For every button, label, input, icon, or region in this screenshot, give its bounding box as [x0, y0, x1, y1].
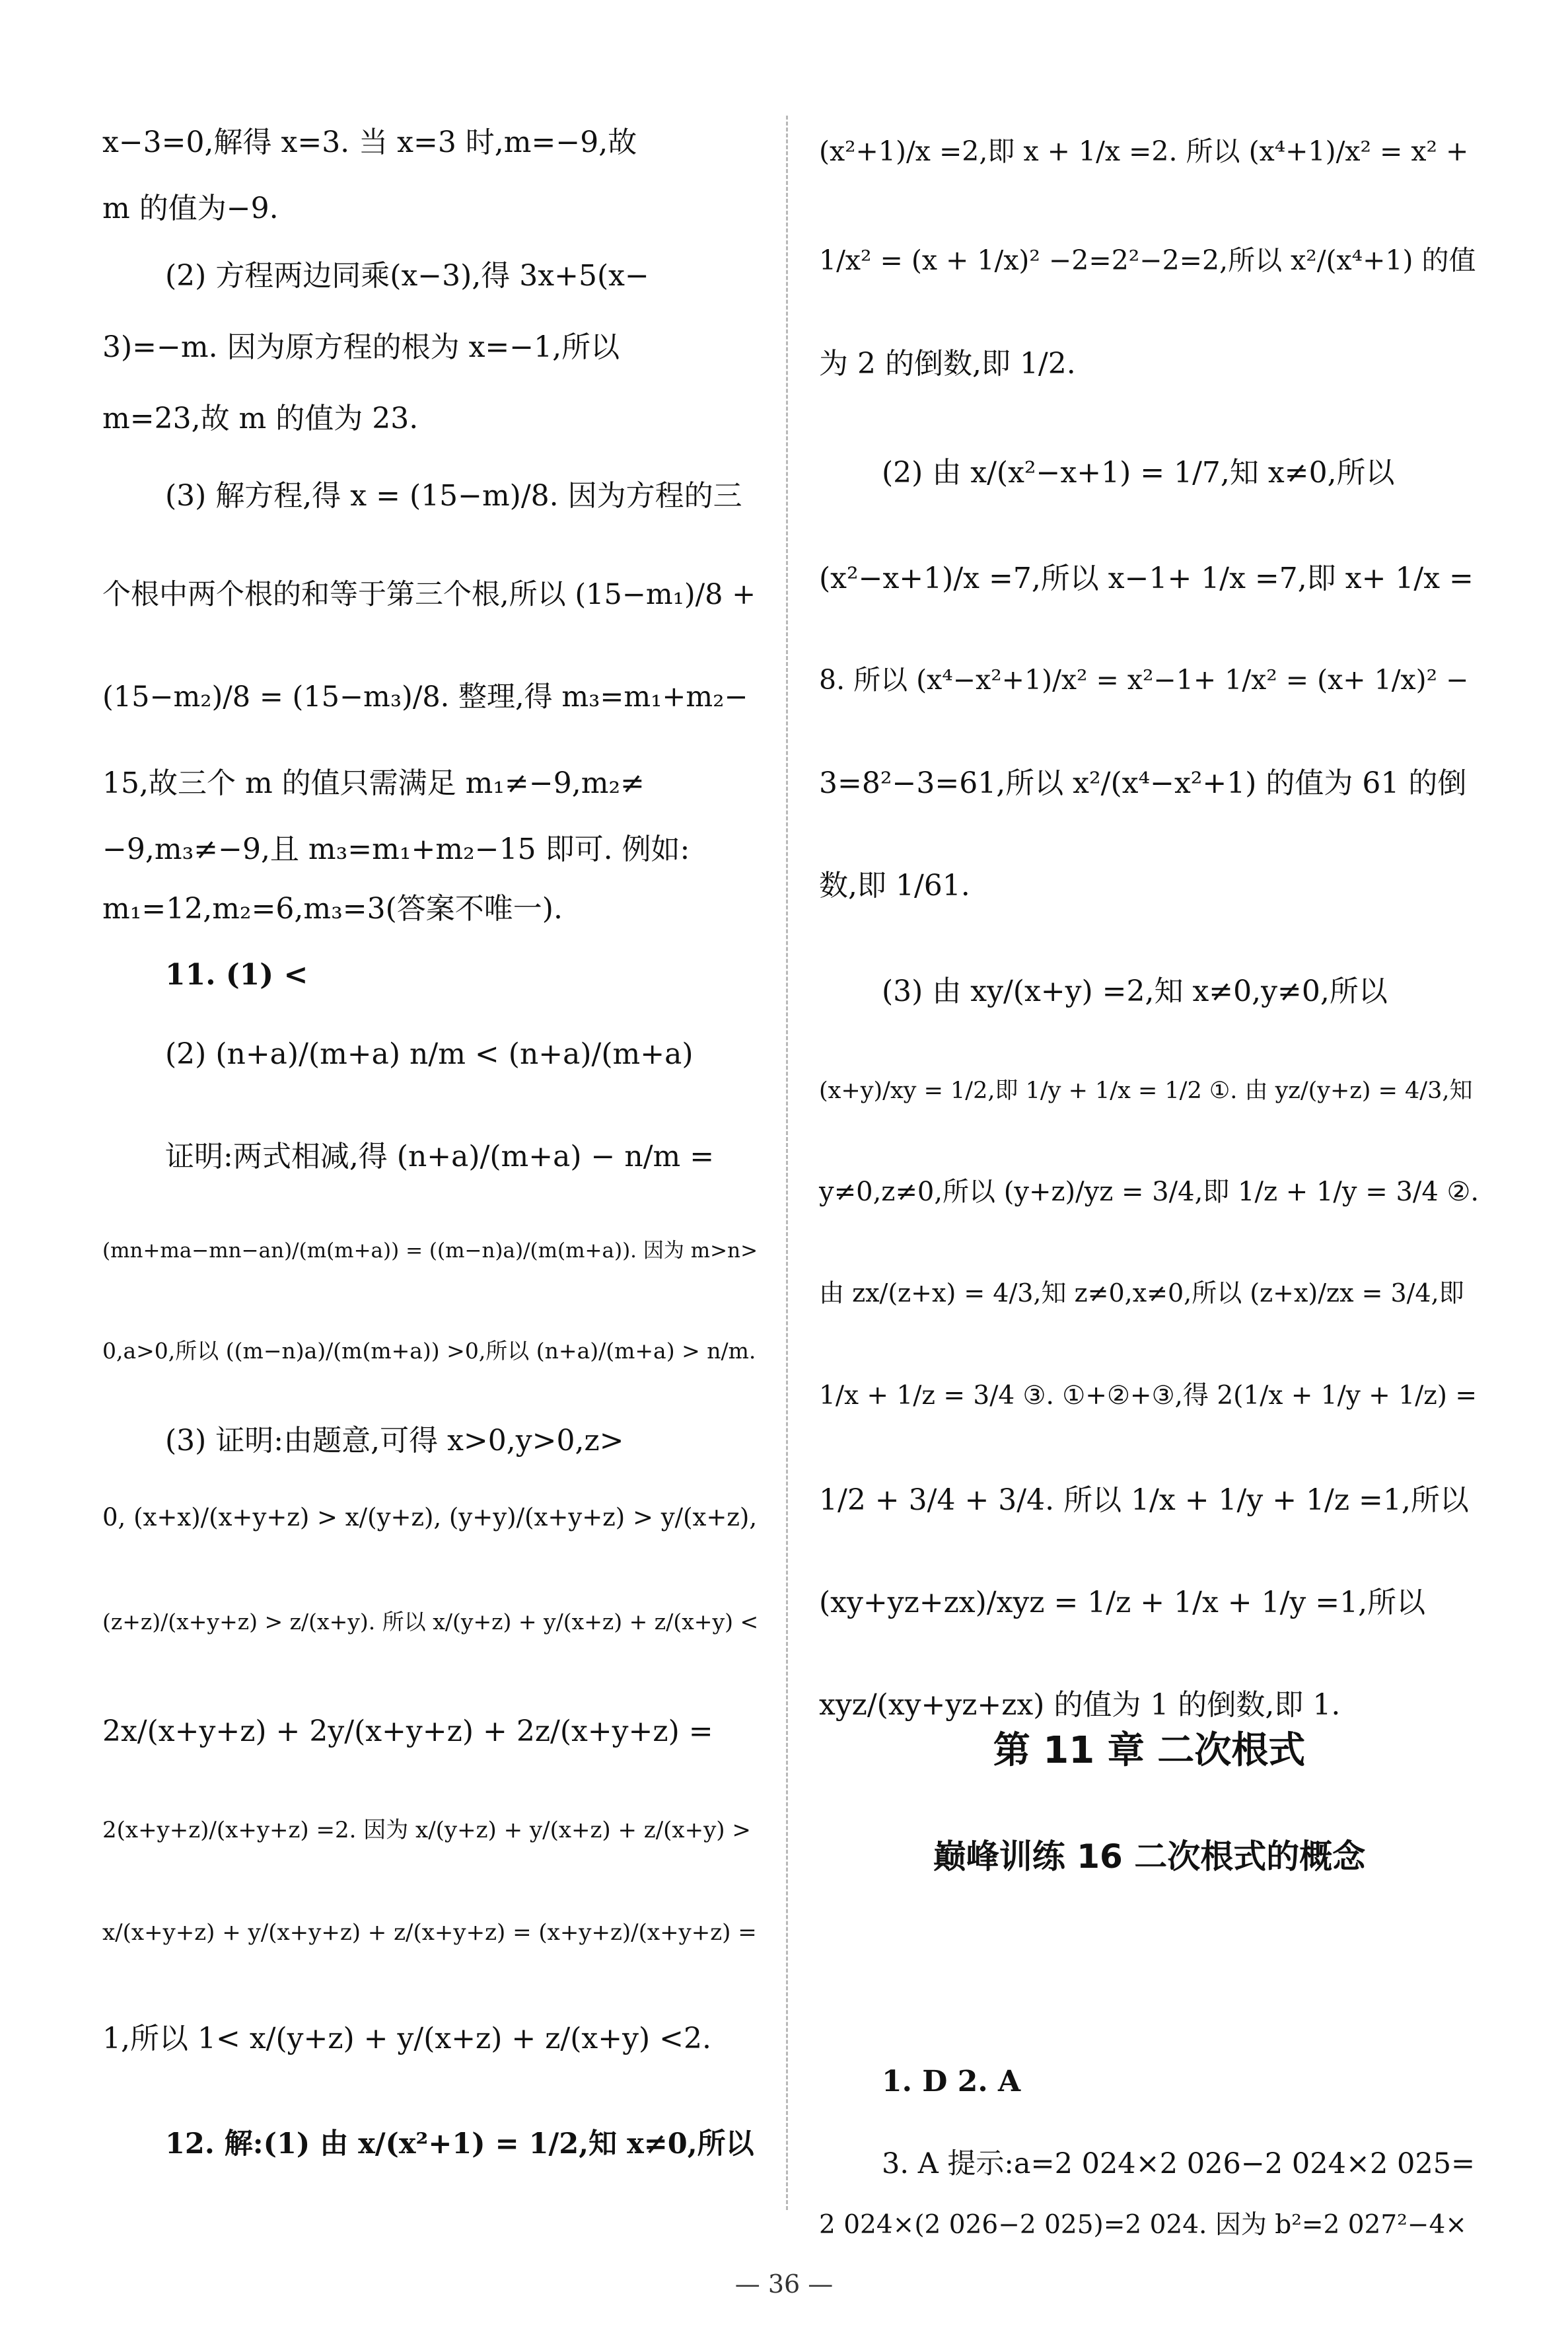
text-line: 2 024×(2 026−2 025)=2 024. 因为 b²=2 027²−4×: [819, 2210, 1467, 2240]
text-line: (2) (n+a)/(m+a) n/m < (n+a)/(m+a): [165, 1037, 694, 1071]
text-line: 0, (x+x)/(x+y+z) > x/(y+z), (y+y)/(x+y+z) > y/(x+z),: [102, 1503, 758, 1532]
text-line: (2) 方程两边同乘(x−3),得 3x+5(x−: [165, 259, 649, 293]
text-line: 0,a>0,所以 ((m−n)a)/(m(m+a)) >0,所以 (n+a)/(m+a) > n/m.: [102, 1338, 756, 1364]
answer-3-hint: 3. A 提示:a=2 024×2 026−2 024×2 025=: [882, 2147, 1476, 2180]
text-line: (x+y)/xy = 1/2,即 1/y + 1/x = 1/2 ①. 由 yz/(y+z) = 4/3,知: [819, 1078, 1473, 1104]
text-line: (3) 证明:由题意,可得 x>0,y>0,z>: [165, 1424, 624, 1458]
text-line: x/(x+y+z) + y/(x+y+z) + z/(x+y+z) = (x+y+z)/(x+y+z) =: [102, 1919, 757, 1946]
text-line: 2x/(x+y+z) + 2y/(x+y+z) + 2z/(x+y+z) =: [102, 1715, 713, 1748]
text-line: 3)=−m. 因为原方程的根为 x=−1,所以: [102, 330, 620, 364]
text-line: (xy+yz+zx)/xyz = 1/z + 1/x + 1/y =1,所以: [819, 1586, 1426, 1619]
question-11-answer: 11. (1) <: [165, 958, 308, 992]
text-line: (z+z)/(x+y+z) > z/(x+y). 所以 x/(y+z) + y/(x+z) + z/(x+y) <: [102, 1609, 759, 1635]
answers-1-2: 1. D 2. A: [882, 2065, 1021, 2098]
text-line: m₁=12,m₂=6,m₃=3(答案不唯一).: [102, 892, 563, 926]
text-line: 由 zx/(z+x) = 4/3,知 z≠0,x≠0,所以 (z+x)/zx = 3/4,即: [819, 1278, 1464, 1308]
text-line: 8. 所以 (x⁴−x²+1)/x² = x²−1+ 1/x² = (x+ 1/x)² −: [819, 664, 1469, 696]
text-line: 为 2 的倒数,即 1/2.: [819, 347, 1076, 381]
text-line: 证明:两式相减,得 (n+a)/(m+a) − n/m =: [165, 1140, 715, 1173]
text-line: 3=8²−3=61,所以 x²/(x⁴−x²+1) 的值为 61 的倒: [819, 766, 1467, 800]
section-title: 巅峰训练 16 二次根式的概念: [933, 1837, 1366, 1876]
text-line: x−3=0,解得 x=3. 当 x=3 时,m=−9,故: [102, 126, 637, 159]
text-line: 1/x² = (x + 1/x)² −2=2²−2=2,所以 x²/(x⁴+1) 的值: [819, 244, 1476, 276]
text-line: 2(x+y+z)/(x+y+z) =2. 因为 x/(y+z) + y/(x+z) + z/(x+y) >: [102, 1817, 751, 1843]
text-line: (15−m₂)/8 = (15−m₃)/8. 整理,得 m₃=m₁+m₂−: [102, 681, 748, 714]
text-line: 1/2 + 3/4 + 3/4. 所以 1/x + 1/y + 1/z =1,所以: [819, 1483, 1469, 1517]
text-line: y≠0,z≠0,所以 (y+z)/yz = 3/4,即 1/z + 1/y = 3/4 ②.: [819, 1177, 1479, 1207]
text-line: (mn+ma−mn−an)/(m(m+a)) = ((m−n)a)/(m(m+a)). 因为 m>n>: [102, 1239, 758, 1263]
question-12-start: 12. 解:(1) 由 x/(x²+1) = 1/2,知 x≠0,所以: [165, 2127, 754, 2160]
column-divider: [786, 116, 788, 2210]
text-line: 个根中两个根的和等于第三个根,所以 (15−m₁)/8 +: [102, 578, 756, 611]
text-line: 15,故三个 m 的值只需满足 m₁≠−9,m₂≠: [102, 766, 645, 800]
text-line: 1/x + 1/z = 3/4 ③. ①+②+③,得 2(1/x + 1/y + 1/z) =: [819, 1381, 1478, 1411]
text-line: −9,m₃≠−9,且 m₃=m₁+m₂−15 即可. 例如:: [102, 832, 690, 866]
text-line: 数,即 1/61.: [819, 869, 970, 903]
text-line: (3) 解方程,得 x = (15−m)/8. 因为方程的三: [165, 479, 742, 513]
page-number: — 36 —: [734, 2270, 834, 2299]
chapter-title: 第 11 章 二次根式: [993, 1729, 1306, 1772]
text-line: (x²−x+1)/x =7,所以 x−1+ 1/x =7,即 x+ 1/x =: [819, 562, 1474, 595]
text-line: (3) 由 xy/(x+y) =2,知 x≠0,y≠0,所以: [882, 975, 1388, 1008]
text-line: m=23,故 m 的值为 23.: [102, 402, 419, 435]
text-line: xyz/(xy+yz+zx) 的值为 1 的倒数,即 1.: [819, 1688, 1341, 1722]
text-line: 1,所以 1< x/(y+z) + y/(x+z) + z/(x+y) <2.: [102, 2022, 711, 2055]
text-line: m 的值为−9.: [102, 192, 279, 225]
text-line: (x²+1)/x =2,即 x + 1/x =2. 所以 (x⁴+1)/x² = x² +: [819, 135, 1469, 167]
text-line: (2) 由 x/(x²−x+1) = 1/7,知 x≠0,所以: [882, 456, 1395, 490]
